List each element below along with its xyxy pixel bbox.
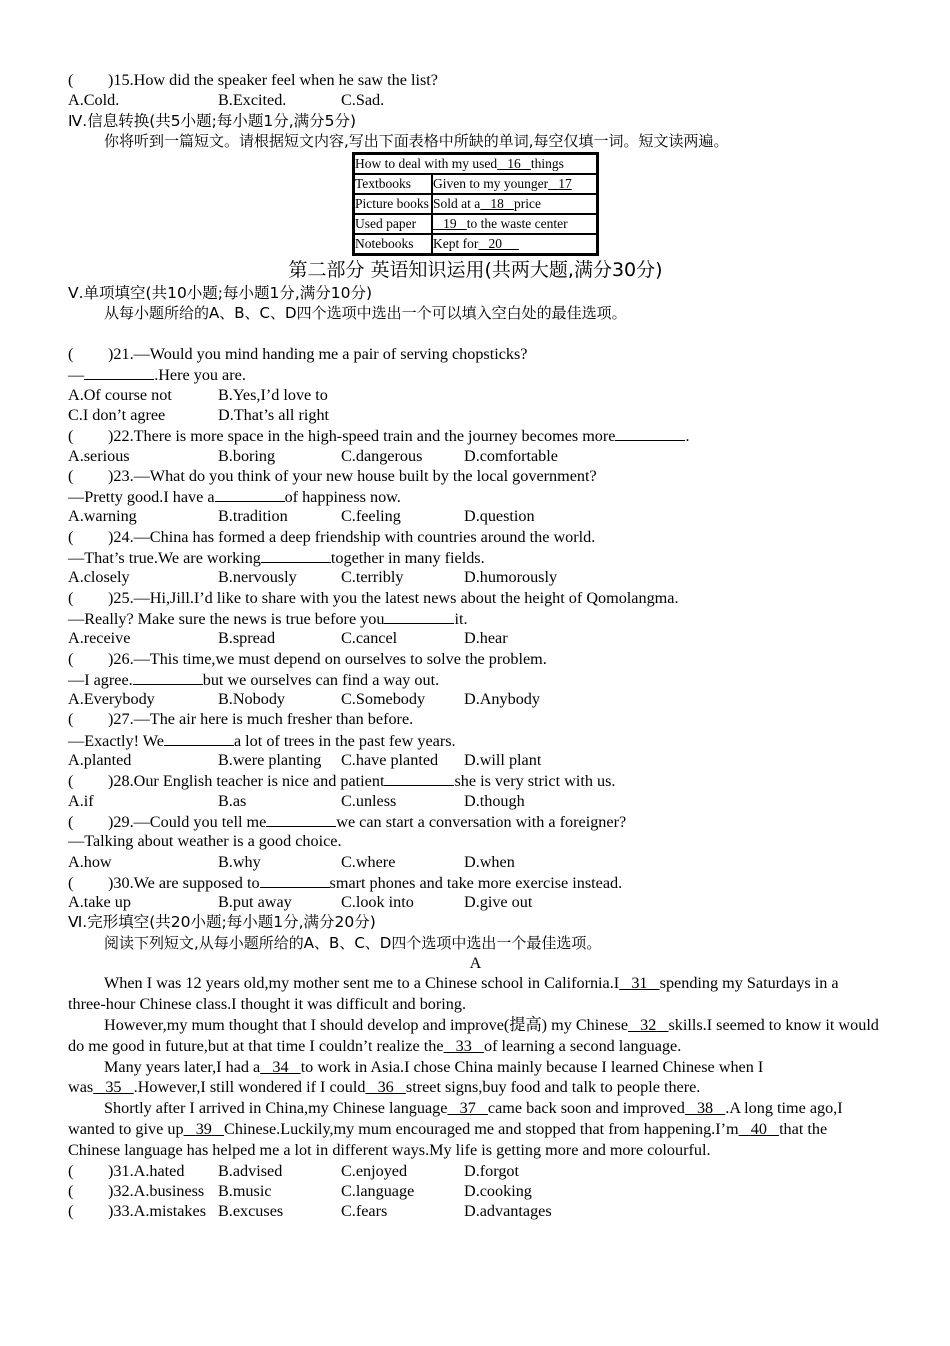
question-29: ( )29.—Could you tell me we can start a conversation with a foreigner?: [68, 812, 627, 831]
option-c[interactable]: C.unless: [341, 791, 397, 810]
option-c[interactable]: C.language: [341, 1181, 415, 1200]
option-b[interactable]: B.tradition: [218, 507, 288, 526]
option-c[interactable]: C.dangerous: [341, 446, 423, 465]
section-6-instruction: 阅读下列短文,从每小题所给的A、B、C、D四个选项中选出一个最佳选项。: [104, 933, 602, 952]
option-b[interactable]: B.were planting: [218, 751, 322, 770]
option-c[interactable]: C.cancel: [341, 629, 398, 648]
passage-paragraph-2: However,my mum thought that I should develop and improve(提高) my Chinese 32 skills.I seemed to know it would do me good in future,but at that time I couldn’t realize the 33 of learning a second language.: [68, 1015, 879, 1055]
blank[interactable]: [133, 669, 203, 685]
option-d[interactable]: D.Anybody: [464, 690, 540, 709]
blank[interactable]: [164, 730, 234, 746]
option-b[interactable]: B.advised: [218, 1161, 283, 1180]
question-23: ( )23.—What do you think of your new house built by the local government?: [68, 466, 597, 485]
option-a[interactable]: )32.A.business: [108, 1181, 205, 1200]
blank-18[interactable]: 18: [490, 196, 504, 212]
option-b[interactable]: B.boring: [218, 446, 276, 465]
option-a[interactable]: A.Everybody: [68, 690, 155, 709]
option-b[interactable]: B.why: [218, 852, 261, 871]
blank-34[interactable]: 34: [272, 1057, 289, 1076]
option-b[interactable]: B.put away: [218, 893, 292, 912]
blank-33[interactable]: 33: [455, 1036, 472, 1055]
question-33: [68, 1201, 883, 1221]
option-d[interactable]: D.That’s all right: [218, 405, 330, 424]
option-b[interactable]: B.nervously: [218, 568, 297, 587]
question-22: ( )22.There is more space in the high‑speed train and the journey becomes more .: [68, 427, 690, 446]
passage-paragraph-3: Many years later,I had a 34 to work in Asia.I chose China mainly because I learned Chinese when I was 35 .However,I still wondered if I could 36 street signs,buy food and talk to people there.: [68, 1057, 764, 1097]
blank-32[interactable]: 32: [640, 1015, 657, 1034]
table-header-row: How to deal with my used 16 things: [354, 154, 598, 175]
option-a[interactable]: A.Of course not: [68, 385, 172, 404]
option-c[interactable]: C.enjoyed: [341, 1161, 408, 1180]
blank[interactable]: [384, 770, 454, 786]
question-15-options: [68, 90, 883, 110]
option-b[interactable]: B.as: [218, 791, 247, 810]
blank[interactable]: [84, 364, 154, 380]
section-4-title: Ⅳ.信息转换(共5小题;每小题1分,满分5分): [68, 111, 357, 130]
blank-40[interactable]: 40: [750, 1119, 767, 1138]
option-d[interactable]: D.when: [464, 852, 515, 871]
blank-31[interactable]: 31: [631, 974, 648, 993]
option-d[interactable]: D.comfortable: [464, 446, 558, 465]
question-21: ( )21.—Would you mind handing me a pair of serving chopsticks?: [68, 345, 528, 364]
question-26: ( )26.—This time,we must depend on ourselves to solve the problem.: [68, 649, 547, 668]
option-a[interactable]: A.how: [68, 852, 112, 871]
section-4-instruction: 你将听到一篇短文。请根据短文内容,写出下面表格中所缺的单词,每空仅填一词。短文读两遍。: [104, 131, 729, 150]
option-c[interactable]: C.have planted: [341, 751, 439, 770]
answer-bracket[interactable]: (: [68, 649, 74, 668]
table-row: Used paper 19 to the waste center: [354, 214, 598, 234]
answer-bracket[interactable]: (: [68, 466, 74, 485]
section-5-instruction: 从每小题所给的A、B、C、D四个选项中选出一个可以填入空白处的最佳选项。: [104, 304, 627, 323]
question-25: ( )25.—Hi,Jill.I’d like to share with you the latest news about the height of Qomolangma.: [68, 588, 679, 607]
passage-paragraph-1: When I was 12 years old,my mother sent me to a Chinese school in California.I 31 spending my Saturdays in a three‑hour Chinese class.I thought it was difficult and boring.: [68, 974, 839, 1013]
blank-35[interactable]: 35: [105, 1078, 122, 1097]
option-c[interactable]: C.where: [341, 852, 396, 871]
question-27: ( )27.—The air here is much fresher than before.: [68, 710, 414, 729]
option-d[interactable]: D.give out: [464, 893, 533, 912]
question-32: [68, 1181, 883, 1201]
option-c[interactable]: C.I don’t agree: [68, 405, 166, 424]
answer-bracket[interactable]: (: [68, 772, 74, 791]
passage-label: A: [469, 953, 482, 972]
blank-16[interactable]: 16: [507, 156, 521, 172]
info-table: [352, 152, 599, 256]
blank-37[interactable]: 37: [459, 1099, 476, 1118]
answer-bracket[interactable]: (: [68, 588, 74, 607]
option-a[interactable]: A.if: [68, 791, 94, 810]
blank[interactable]: [261, 547, 331, 563]
option-a[interactable]: A.Cold.: [68, 91, 120, 110]
answer-bracket[interactable]: (: [68, 1202, 74, 1221]
blank[interactable]: [384, 608, 454, 624]
table-row: Textbooks Given to my younger 17: [354, 174, 598, 194]
answer-bracket[interactable]: (: [68, 527, 74, 546]
blank[interactable]: [615, 425, 685, 441]
option-d[interactable]: D.cooking: [464, 1181, 532, 1200]
option-a[interactable]: A.receive: [68, 629, 131, 648]
option-a[interactable]: A.closely: [68, 568, 130, 587]
option-d[interactable]: D.humorously: [464, 568, 558, 587]
option-c[interactable]: C.Sad.: [341, 91, 385, 110]
answer-bracket[interactable]: (: [68, 345, 74, 364]
spacer: [68, 324, 883, 344]
blank[interactable]: [266, 811, 336, 827]
blank-36[interactable]: 36: [377, 1078, 394, 1097]
option-c[interactable]: C.Somebody: [341, 690, 426, 709]
option-c[interactable]: C.feeling: [341, 507, 401, 526]
option-d[interactable]: D.will plant: [464, 751, 542, 770]
part-2-title: 第二部分 英语知识运用(共两大题,满分30分): [288, 259, 663, 282]
option-d[interactable]: D.forgot: [464, 1161, 520, 1180]
option-b[interactable]: B.spread: [218, 629, 276, 648]
blank[interactable]: [260, 872, 330, 888]
option-a[interactable]: )31.A.hated: [108, 1161, 185, 1180]
question-28: ( )28.Our English teacher is nice and patient she is very strict with us.: [68, 772, 616, 791]
option-b[interactable]: B.excuses: [218, 1202, 284, 1221]
option-c[interactable]: C.fears: [341, 1202, 388, 1221]
blank-39[interactable]: 39: [195, 1119, 212, 1138]
blank-17[interactable]: 17: [558, 176, 572, 192]
answer-bracket[interactable]: (: [68, 1161, 74, 1180]
option-b[interactable]: B.music: [218, 1181, 272, 1200]
question-15: ( )15.How did the speaker feel when he saw the list?: [68, 71, 438, 89]
exam-page: ( )15.How did the speaker feel when he saw the list? A.Cold. B.Excited. C.Sad. Ⅳ.信息转换(共5小题;每小题1分,满分5分) 你将听到一篇短文。请根据短文内容,写出下面表格中所缺的单词,每空仅填一词。短文读两遍。 How to deal with my used 16 things Textbooks Given to my younger 17 Picture books Sold at a 18 price Used paper 19 to the waste center Notebooks Kept for 20 第二部分 英语知识运用(共两大题,满分30分) Ⅴ.单项填空(共10小题;每小题1分,满分10分) 从每小题所给的A、B、C、D四个选项中选出一个可以填入空白处的最佳选项。 ( )21.—Would you mind handing me a pair of serving chopsticks? — .Here you are. A.Of course not B.Yes,I’d love to C.I don’t agree D.That’s all right ( )22.There is more space in the high‑speed train and the journey becomes more . A.serious B.boring C.dangerous D.comfortable ( )23.—What do you think of your new house built by the local government? —Pretty good.I have a of happiness now. A.warning B.tradition C.feeling D.question ( )24.—China has formed a deep friendship with countries around the world. —That’s true.We are working together in many fields. A.closely B.nervously C.terribly D.humorously ( )25.—Hi,Jill.I’d like to share with you the latest news about the height of Qomolangma. —Really? Make sure the news is true before you it. A.receive B.spread C.cancel D.hear ( )26.—This time,we must depend on ourselves to solve the problem. —I agree. but we ourselves can find a way out. A.Everybody B.Nobody C.Somebody D.Anybody ( )27.—The air here is much fresher than before. —Exactly! We a lot of trees in the past few years. A.planted B.were planting C.have planted D.will plant ( )28.Our English teacher is nice and patient she is very strict with us. A.if B.as C.unless D.though ( )29.—Could you tell me we can start a conversation with a foreigner? —Talking about weather is a good choice. A.how B.why C.where D.when ( )30.We are supposed to smart phones and take more exercise instead. A.take up B.put away C.look into D.give out Ⅵ.完形填空(共20小题;每小题1分,满分20分) 阅读下列短文,从每小题所给的A、B、C、D四个选项中选出一个最佳选项。 A When I was 12 years old,my mother sent me to a Chinese school in California.I 31 spending my Saturdays in a three‑hour Chinese class.I thought it was difficult and boring. However,my mum thought that I should develop and improve(提高) my Chinese 32 skills.I seemed to know it would do me good in future,but at that time I couldn’t realize the 33 of learning a second language. Many years later,I had a 34 to work in Asia.I chose China mainly because I learned Chinese when I was 35 .However,I still wondered if I could 36 street signs,buy food and talk to people there. Shortly after I arrived in China,my Chinese language 37 came back soon and improved 38 .A long time ago,I wanted to give up 39 Chinese.Luckily,my mum encouraged me and stopped that from happening.I’m 40 that the Chinese language has helped me a lot in different ways.My life is getting more and more colourful. ( )31.A.hated B.advised C.enjoyed D.forgot ( )32.A.business B.music C.language D.cooking ( )33.A.mistakes B.excuses C.fears D.advantages: [68, 70, 883, 1222]
table-row: Notebooks Kept for 20: [354, 234, 598, 255]
option-d[interactable]: D.hear: [464, 629, 508, 648]
section-5-title: Ⅴ.单项填空(共10小题;每小题1分,满分10分): [68, 284, 373, 303]
question-24: ( )24.—China has formed a deep friendship with countries around the world.: [68, 527, 596, 546]
blank-19[interactable]: 19: [443, 216, 457, 232]
answer-bracket[interactable]: (: [68, 1181, 74, 1200]
blank[interactable]: [215, 486, 285, 502]
answer-bracket[interactable]: (: [68, 812, 74, 831]
option-d[interactable]: D.advantages: [464, 1202, 552, 1221]
option-a[interactable]: A.planted: [68, 751, 132, 770]
option-a[interactable]: A.warning: [68, 507, 137, 526]
answer-bracket[interactable]: (: [68, 427, 74, 446]
option-a[interactable]: A.serious: [68, 446, 130, 465]
question-31: [68, 1161, 883, 1181]
table-row: Picture books Sold at a 18 price: [354, 194, 598, 214]
option-b[interactable]: B.Excited.: [218, 91, 287, 110]
option-c[interactable]: C.terribly: [341, 568, 404, 587]
section-6-title: Ⅵ.完形填空(共20小题;每小题1分,满分20分): [68, 913, 376, 932]
blank-38[interactable]: 38: [696, 1099, 714, 1118]
answer-bracket[interactable]: (: [68, 873, 74, 892]
passage-paragraph-4: Shortly after I arrived in China,my Chinese language 37 came back soon and improved 38 .A long time ago,I wanted to give up 39 Chinese.Luckily,my mum encouraged me and stopped that from happening.I’m 40 that the Chinese language has helped me a lot in different ways.My life is getting more and more colourful.: [68, 1099, 843, 1159]
question-30: ( )30.We are supposed to smart phones and take more exercise instead.: [68, 873, 623, 892]
answer-bracket[interactable]: (: [68, 71, 74, 89]
answer-bracket[interactable]: (: [68, 710, 74, 729]
option-c[interactable]: C.look into: [341, 893, 414, 912]
option-d[interactable]: D.though: [464, 791, 525, 810]
option-a[interactable]: )33.A.mistakes: [108, 1202, 207, 1221]
option-b[interactable]: B.Nobody: [218, 690, 286, 709]
blank-20[interactable]: 20: [488, 236, 502, 252]
option-b[interactable]: B.Yes,I’d love to: [218, 385, 328, 404]
option-a[interactable]: A.take up: [68, 893, 131, 912]
option-d[interactable]: D.question: [464, 507, 535, 526]
